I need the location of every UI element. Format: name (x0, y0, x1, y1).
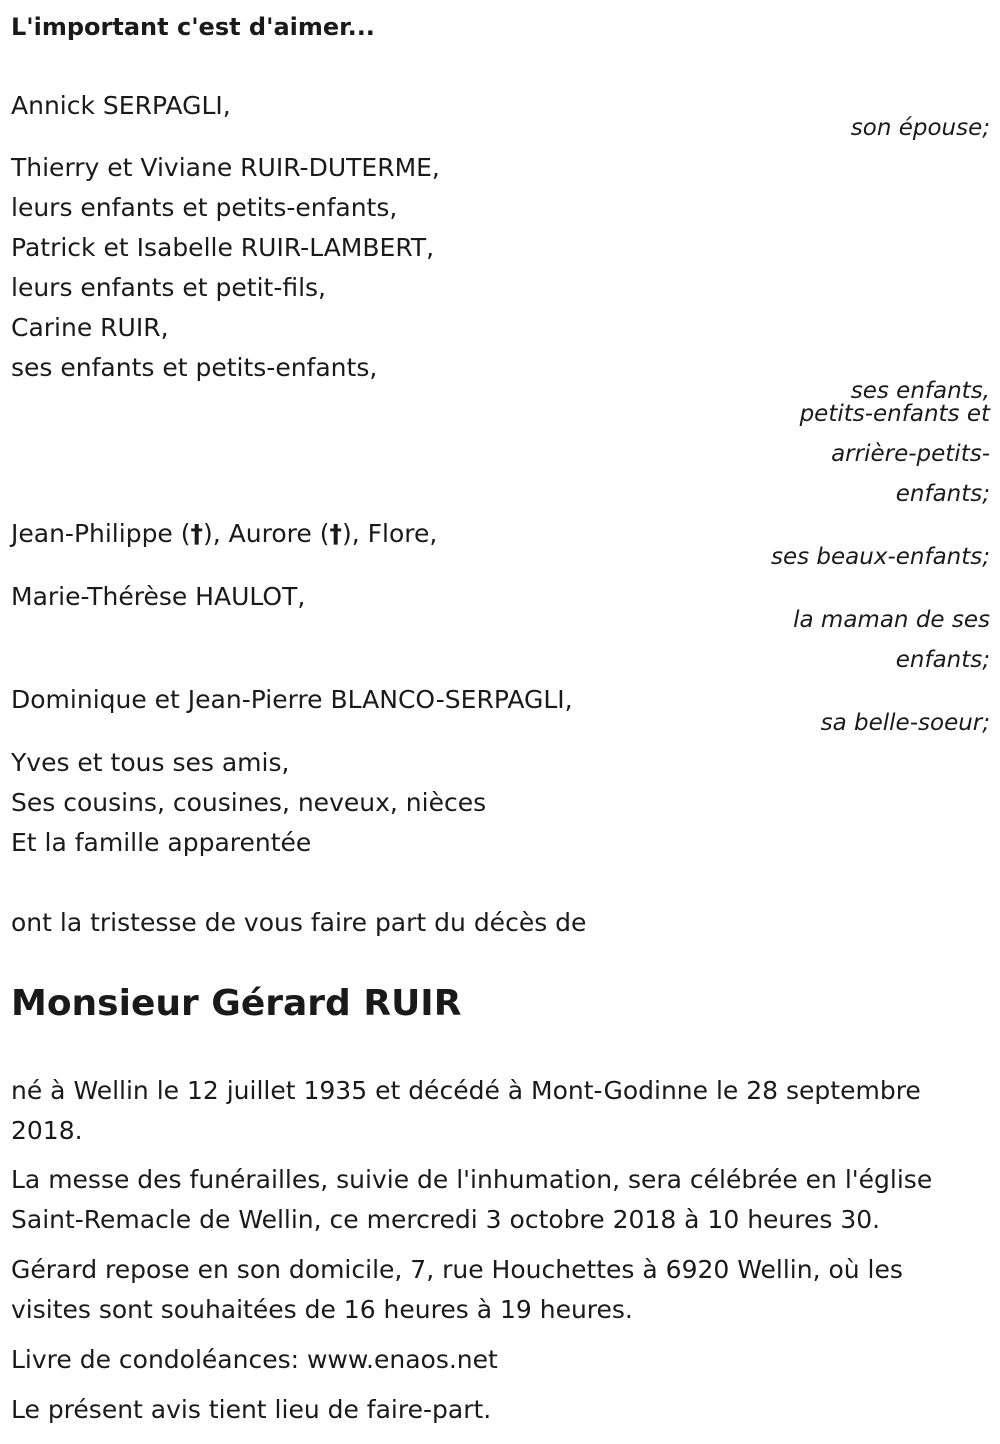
children-line: leurs enfants et petits-enfants, (11, 193, 398, 222)
children-role-line: arrière-petits- (831, 441, 990, 467)
sister-in-law-name: Dominique et Jean-Pierre BLANCO-SERPAGLI, (11, 685, 573, 714)
sister-in-law-role: sa belle-soeur; (820, 710, 990, 736)
others-line: Yves et tous ses amis, (11, 748, 290, 777)
spouse-name: Annick SERPAGLI, (11, 91, 231, 120)
children-line: Patrick et Isabelle RUIR-LAMBERT, (11, 233, 435, 262)
birth-death-paragraph: né à Wellin le 12 juillet 1935 et décédé à Mont-Godinne le 28 septembre 2018. (11, 1076, 921, 1145)
stepchild-aurore: ), Aurore ( (203, 519, 330, 548)
notice-line: Le présent avis tient lieu de faire-part. (11, 1395, 492, 1424)
stepchildren-role: ses beaux-enfants; (770, 544, 990, 570)
motto-heading: L'important c'est d'aimer... (11, 13, 375, 41)
visits-paragraph: Gérard repose en son domicile, 7, rue Houchettes à 6920 Wellin, où les visites sont souhaitées de 16 heures à 19 heures. (11, 1255, 903, 1324)
others-line: Et la famille apparentée (11, 828, 312, 857)
mother-role-line: enfants; (895, 647, 990, 673)
children-role-line: ses enfants, (850, 378, 990, 404)
children-line: Thierry et Viviane RUIR-DUTERME, (11, 153, 440, 182)
stepchildren-line (11, 514, 437, 554)
children-role-line: enfants; (895, 481, 990, 507)
funeral-paragraph: La messe des funérailles, suivie de l'inhumation, sera célébrée en l'église Saint-Remacle de Wellin, ce mercredi 3 octobre 2018 à 10 heures 30. (11, 1165, 933, 1234)
children-line: Carine RUIR, (11, 313, 169, 342)
deceased-name: Monsieur Gérard RUIR (11, 983, 462, 1024)
children-line: ses enfants et petits-enfants, (11, 353, 378, 382)
cross-icon: † (190, 519, 204, 548)
condolences-line: Livre de condoléances: www.enaos.net (11, 1345, 498, 1374)
announcement-text: ont la tristesse de vous faire part du décès de (11, 908, 587, 937)
stepchild-flore: ), Flore, (341, 519, 438, 548)
stepchild-jp: Jean-Philippe ( (11, 519, 191, 548)
others-line: Ses cousins, cousines, neveux, nièces (11, 788, 487, 817)
mother-name: Marie-Thérèse HAULOT, (11, 582, 306, 611)
children-role-line: petits-enfants et (799, 401, 990, 427)
children-line: leurs enfants et petit-fils, (11, 273, 327, 302)
mother-role-line: la maman de ses (793, 607, 990, 633)
cross-icon: † (329, 519, 342, 548)
spouse-role: son épouse; (850, 115, 990, 141)
